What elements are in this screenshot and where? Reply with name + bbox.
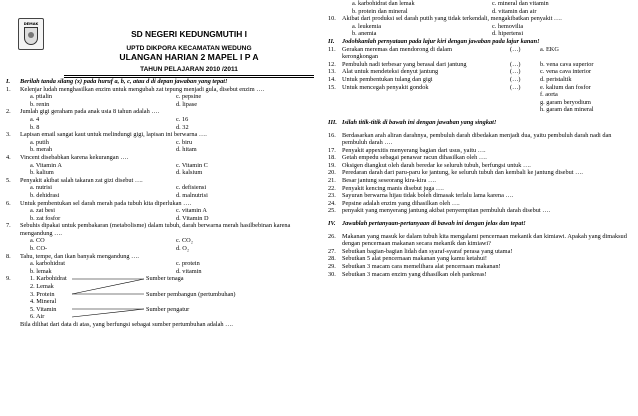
statement-text: Gerakan meremas dan mendorong di dalam: [342, 45, 452, 53]
question-number: 30.: [328, 270, 336, 278]
question-number: 21.: [328, 177, 336, 185]
answer-option[interactable]: b. merah: [30, 146, 53, 154]
answer-option[interactable]: a. putih: [30, 138, 49, 146]
question-text: Oksigen diangkut oleh darah beredar ke seluruh tubuh, berfungsi untuk ….: [342, 161, 531, 169]
question-text: Sayuran berwarna hijau tidak boleh dimasak terlalu lama karena ….: [342, 192, 514, 200]
answer-option[interactable]: a. karbohidrat: [30, 260, 65, 268]
question-10: [328, 15, 632, 23]
answer-option[interactable]: d. hitam: [176, 146, 197, 154]
answer-options: [6, 260, 322, 275]
question-number: 29.: [328, 263, 336, 270]
question-number: 26.: [328, 232, 336, 240]
answer-choice: e. kalium dan fosfor: [540, 83, 591, 91]
question-9: [6, 275, 322, 329]
question-row: [328, 154, 632, 162]
answer-options: [6, 162, 322, 177]
school-name: SD NEGERI KEDUNGMUTIH I: [131, 29, 247, 39]
answer-option[interactable]: b. kalium: [30, 169, 54, 177]
section-number: III.: [328, 118, 337, 126]
question-row: [6, 154, 322, 162]
shield-icon: [24, 27, 38, 45]
answer-option[interactable]: c. Vitamin C: [176, 161, 208, 169]
office-name: UPTD DIKPORA KECAMATAN WEDUNG: [126, 45, 252, 52]
question-8: [6, 253, 322, 276]
question-row: [328, 271, 632, 279]
answer-option[interactable]: b. zat fosfor: [30, 214, 61, 222]
answer-blank[interactable]: [510, 99, 540, 107]
match-target: Sumber tenaga: [146, 275, 184, 283]
answer-option[interactable]: a. Vitamin A: [30, 161, 62, 169]
answer-option[interactable]: b. 8: [30, 123, 40, 131]
question-row: [328, 248, 632, 256]
answer-option[interactable]: c. defisiensi: [176, 184, 207, 192]
answer-option[interactable]: d. lipase: [176, 100, 197, 108]
section-instruction: Jawablah pertanyaan-pertanyaan di bawah ini dengan jelas dan tepat!: [342, 220, 526, 228]
section-1-heading: [6, 78, 322, 86]
question-number: 11.: [328, 45, 336, 53]
question-row: [328, 207, 632, 215]
match-row: [328, 53, 632, 61]
answer-option[interactable]: d. malnutrisi: [176, 191, 208, 199]
question-row: [6, 222, 322, 237]
question-text: Untuk pembentukan sel darah merah pada tubuh kita diperlukan ….: [20, 199, 192, 207]
statement-text: [342, 99, 510, 107]
question-number: 14.: [328, 75, 336, 83]
statement-text: Untuk mencegah penyakit gondok: [342, 83, 429, 91]
answer-blank[interactable]: (…): [510, 68, 521, 76]
question-text: Getah empedu sebagai penawar racun dihasilkan oleh ….: [342, 154, 487, 162]
question-text: Bila dilihat dari data di atas, yang berfungsi sebagai sumber pertumbuhan adalah ….: [20, 321, 233, 329]
question-text: Kelenjar ludah menghasilkan enzim untuk mengubah zat tepung menjadi gula, disebut enzim ….: [20, 85, 265, 93]
right-column: [328, 0, 632, 278]
answer-option[interactable]: c. CO₂: [176, 237, 193, 245]
match-target: Sumber pengatur: [146, 305, 190, 313]
match-row: [328, 91, 632, 99]
section-number: IV.: [328, 220, 336, 228]
question-row: [328, 255, 632, 263]
section-4-heading: [328, 220, 632, 228]
question-row: [6, 177, 322, 185]
left-column: [6, 0, 322, 329]
question-text: Sebutkan 5 alat pencernaan makanan yang kamu ketahui!: [342, 255, 487, 263]
question-text: Jumlah gigi geraham pada anak usia 8 tahun adalah ….: [20, 108, 160, 116]
answer-option[interactable]: a. karbohidrat dan lemak: [352, 0, 415, 7]
question-number: 20.: [328, 169, 336, 177]
question-text: Sebutkan 3 macam cara memelihara alat pencernaan makanan!: [342, 263, 501, 270]
section-3-heading: [328, 119, 632, 127]
exam-header: [6, 0, 322, 78]
match-row: [328, 84, 632, 92]
question-text: Berdasarkan arah aliran darahnya, pembuluh darah dibedakan menjadi dua, yaitu pembuluh darah nadi dan pembuluh darah ….: [342, 131, 612, 147]
match-row: [328, 106, 632, 114]
answer-option[interactable]: b. lemak: [30, 267, 52, 275]
section-4-items: [328, 233, 632, 279]
question-4: [6, 154, 322, 177]
question-1: [6, 86, 322, 109]
question-text: Sebutkan bagian-bagian lidah dan syaraf-syaraf perasa yang utama!: [342, 247, 513, 255]
question-number: 22.: [328, 184, 336, 192]
question-number: 17.: [328, 146, 336, 154]
answer-option[interactable]: c. biru: [176, 138, 193, 146]
question-number: 27.: [328, 247, 336, 255]
statement-text: Pembuluh nadi terbesar yang berasal dari jantung: [342, 60, 467, 68]
answer-option[interactable]: b. renin: [30, 100, 50, 108]
answer-option[interactable]: a. CO: [30, 237, 45, 245]
section-number: I.: [6, 78, 11, 85]
answer-option[interactable]: b. protein dan mineral: [352, 7, 408, 15]
answer-option[interactable]: d. vitamin dan air: [492, 7, 537, 15]
statement-text: [342, 106, 510, 114]
school-year: TAHUN PELAJARAN 2010 /2011: [140, 66, 238, 73]
section-instruction: Berilah tanda silang (x) pada huruf a, b, c, atau d di depan jawaban yang tepat!: [20, 78, 228, 85]
question-number: 13.: [328, 68, 336, 76]
statement-text: Alat untuk mendeteksi denyut jantung: [342, 68, 439, 76]
answer-blank[interactable]: [510, 106, 540, 114]
list-item: 4. Mineral: [30, 298, 57, 306]
match-row: [328, 46, 632, 54]
question-row: [328, 132, 632, 147]
question-row: [6, 108, 322, 116]
question-row: [328, 147, 632, 155]
answer-choice: g. garam beryodium: [540, 98, 591, 106]
answer-choice: c. vena cava interior: [540, 68, 592, 76]
question-number: 19.: [328, 161, 336, 169]
answer-choice: a. EKG: [540, 45, 559, 53]
answer-option[interactable]: c. hemovilia: [492, 22, 524, 30]
answer-option[interactable]: a. leukemia: [352, 22, 382, 30]
answer-option[interactable]: b. CO-: [30, 245, 48, 253]
question-3: [6, 131, 322, 154]
answer-option[interactable]: c. protein: [176, 260, 200, 268]
question-number: 28.: [328, 255, 336, 263]
match-target: Sumber pembangun (pertumbuhan): [146, 290, 236, 298]
question-number: 10.: [328, 15, 336, 23]
question-number: [328, 91, 342, 99]
section-3-items: [328, 132, 632, 216]
question-row: [6, 200, 322, 208]
match-row: [328, 99, 632, 107]
question-number: [328, 99, 342, 107]
statement-text: kerongkongan: [342, 53, 379, 61]
question-text: Besar jantung seseorang kira-kira ….: [342, 177, 436, 185]
question-text: Vincent disebabkan karena kekurangan ….: [20, 153, 129, 161]
section-instruction: Isilah titik-titik di bawah ini dengan jawaban yang singkat!: [342, 118, 497, 126]
answer-choice: d. peristaltik: [540, 75, 572, 83]
match-row: [328, 76, 632, 84]
answer-option[interactable]: d. kalsium: [176, 169, 203, 177]
list-item: 6. Air: [30, 313, 45, 321]
answer-options: [6, 207, 322, 222]
answer-options: [6, 116, 322, 131]
question-number: 12.: [328, 60, 336, 68]
question-number: 6.: [6, 199, 11, 207]
answer-options: [6, 139, 322, 154]
statement-text: [342, 91, 510, 99]
question-9-options: [328, 0, 632, 15]
list-item: 5. Vitamin: [30, 305, 57, 313]
match-row: [328, 61, 632, 69]
match-row: [328, 68, 632, 76]
answer-blank[interactable]: (…): [510, 75, 521, 83]
question-text: Lapisan email sangat kaut untuk melindungi gigi, lapisan ini berwarna ….: [20, 131, 207, 139]
answer-option[interactable]: a. zat besi: [30, 207, 55, 215]
question-text: Penyakit kencing manis disebut juga ….: [342, 184, 444, 192]
answer-option[interactable]: b. dehidrasi: [30, 191, 60, 199]
question-number: 5.: [6, 176, 11, 184]
section-instruction: Jodohkanlah pernyataan pada lajur kiri dengan jawaban pada lajur kanan!: [342, 37, 540, 45]
answer-choice: h. garam dan mineral: [540, 106, 594, 114]
answer-blank[interactable]: [510, 91, 540, 99]
question-number: 23.: [328, 192, 336, 200]
answer-option[interactable]: a. ptialin: [30, 93, 53, 101]
question-text: penyakit yang menyerang jantung akibat penyempitan pembuluh darah disebut ….: [342, 207, 551, 215]
header-divider: [64, 75, 314, 76]
section-2-heading: [328, 38, 632, 46]
answer-option[interactable]: d. O₂: [176, 245, 190, 253]
question-number: [328, 53, 342, 61]
question-7: [6, 222, 322, 252]
question-text: Penyakit appexitis menyerang bagian dari usus, yaitu ….: [342, 146, 486, 154]
question-text: Pepsine adalah enzim yang dihasilkan oleh ….: [342, 199, 460, 207]
section-1-questions: [6, 86, 322, 276]
question-row: [328, 177, 632, 185]
question-number: 9.: [6, 275, 11, 283]
logo-text: DEMAK: [23, 22, 39, 26]
question-number: 7.: [6, 222, 11, 230]
question-text: Sebutkan 3 macam enzim yang dihasilkan oleh pankreas!: [342, 270, 487, 278]
header-divider: [64, 77, 314, 78]
answer-blank[interactable]: (…): [510, 83, 521, 91]
question-number: 18.: [328, 154, 336, 162]
question-row: [6, 131, 322, 139]
question-text: Tahu, tempe, dan ikan banyak mengandung ….: [20, 252, 139, 260]
district-logo: [18, 18, 44, 50]
answer-option[interactable]: c. pepsine: [176, 93, 202, 101]
list-item: 3. Protein: [30, 290, 55, 298]
question-number: 15.: [328, 83, 336, 91]
answer-options: [6, 237, 322, 252]
answer-options: [6, 184, 322, 199]
list-item: 1. Karbohidrat: [30, 275, 67, 283]
answer-option[interactable]: c. 16: [176, 115, 189, 123]
question-row: [328, 169, 632, 177]
question-text: Sebuhis dipakai untuk pembakaran (metabolisme) dalam tubuh, darah berwarna merah hasilbebinan karena mengandung ….: [20, 222, 291, 237]
answer-blank[interactable]: (…): [510, 45, 521, 53]
question-text: Penyakit akibat salah takaran zat gizi disebut ….: [20, 176, 143, 184]
answer-option[interactable]: b. anemia: [352, 30, 377, 38]
question-10-options: [328, 23, 632, 38]
question-number: 24.: [328, 199, 336, 207]
question-number: 4.: [6, 153, 11, 161]
answer-option[interactable]: d. 32: [176, 123, 189, 131]
question-number: 2.: [6, 108, 11, 116]
matching-diagram: [6, 275, 322, 321]
question-number: 16.: [328, 131, 336, 139]
answer-choice: f. aorta: [540, 91, 558, 99]
answer-choice: b. vena cava superior: [540, 60, 594, 68]
question-row: [328, 192, 632, 200]
answer-option[interactable]: c. vitamin A: [176, 207, 207, 215]
question-text: Akibat dari produksi sel darah putih yang tidak terkendali, mengakibatkan penyakit ….: [342, 15, 562, 23]
question-number: 8.: [6, 252, 11, 260]
answer-blank[interactable]: [510, 53, 540, 61]
answer-option[interactable]: d. Vitamin D: [176, 214, 209, 222]
answer-option[interactable]: a. 4: [30, 115, 40, 123]
answer-option[interactable]: d. vitamin: [176, 267, 202, 275]
section-number: II.: [328, 37, 335, 45]
question-number: 25.: [328, 207, 336, 215]
answer-option[interactable]: c. mineral dan vitamin: [492, 0, 549, 7]
question-row: [6, 86, 322, 94]
connector-line: [72, 309, 144, 317]
connector-line: [72, 279, 144, 294]
question-row: [328, 263, 632, 271]
question-number: 1.: [6, 85, 11, 93]
answer-choice: [540, 53, 632, 61]
statement-text: Untuk pembentukan tulang dan gigi: [342, 75, 433, 83]
question-number: 3.: [6, 131, 11, 139]
question-number: [328, 106, 342, 114]
question-row: [328, 200, 632, 208]
list-item: 2. Lemak: [30, 283, 54, 291]
question-row: [6, 253, 322, 261]
answer-blank[interactable]: (…): [510, 60, 521, 68]
answer-options: [6, 93, 322, 108]
question-row: [328, 233, 632, 248]
question-row: [328, 162, 632, 170]
question-text: Peredaran darah dari paru-paru ke jantung, ke seluruh tubuh dan kembali ke jantung disebut ….: [342, 169, 583, 177]
answer-option[interactable]: a. nutrisi: [30, 184, 53, 192]
question-5: [6, 177, 322, 200]
question-2: [6, 108, 322, 131]
question-text: Makanan yang masuk ke dalam tubuh kita mengalami pencernaan mekanik dan kimiawi. Apakah yang dimaksud dengan pencernaan makanan secara mekanik dan kimiawi?: [342, 232, 627, 248]
answer-option[interactable]: d. hipertensi: [492, 30, 524, 38]
question-6: [6, 200, 322, 223]
exam-title: ULANGAN HARIAN 2 MAPEL I P A: [119, 52, 259, 62]
question-row: [328, 185, 632, 193]
section-2-items: [328, 46, 632, 114]
